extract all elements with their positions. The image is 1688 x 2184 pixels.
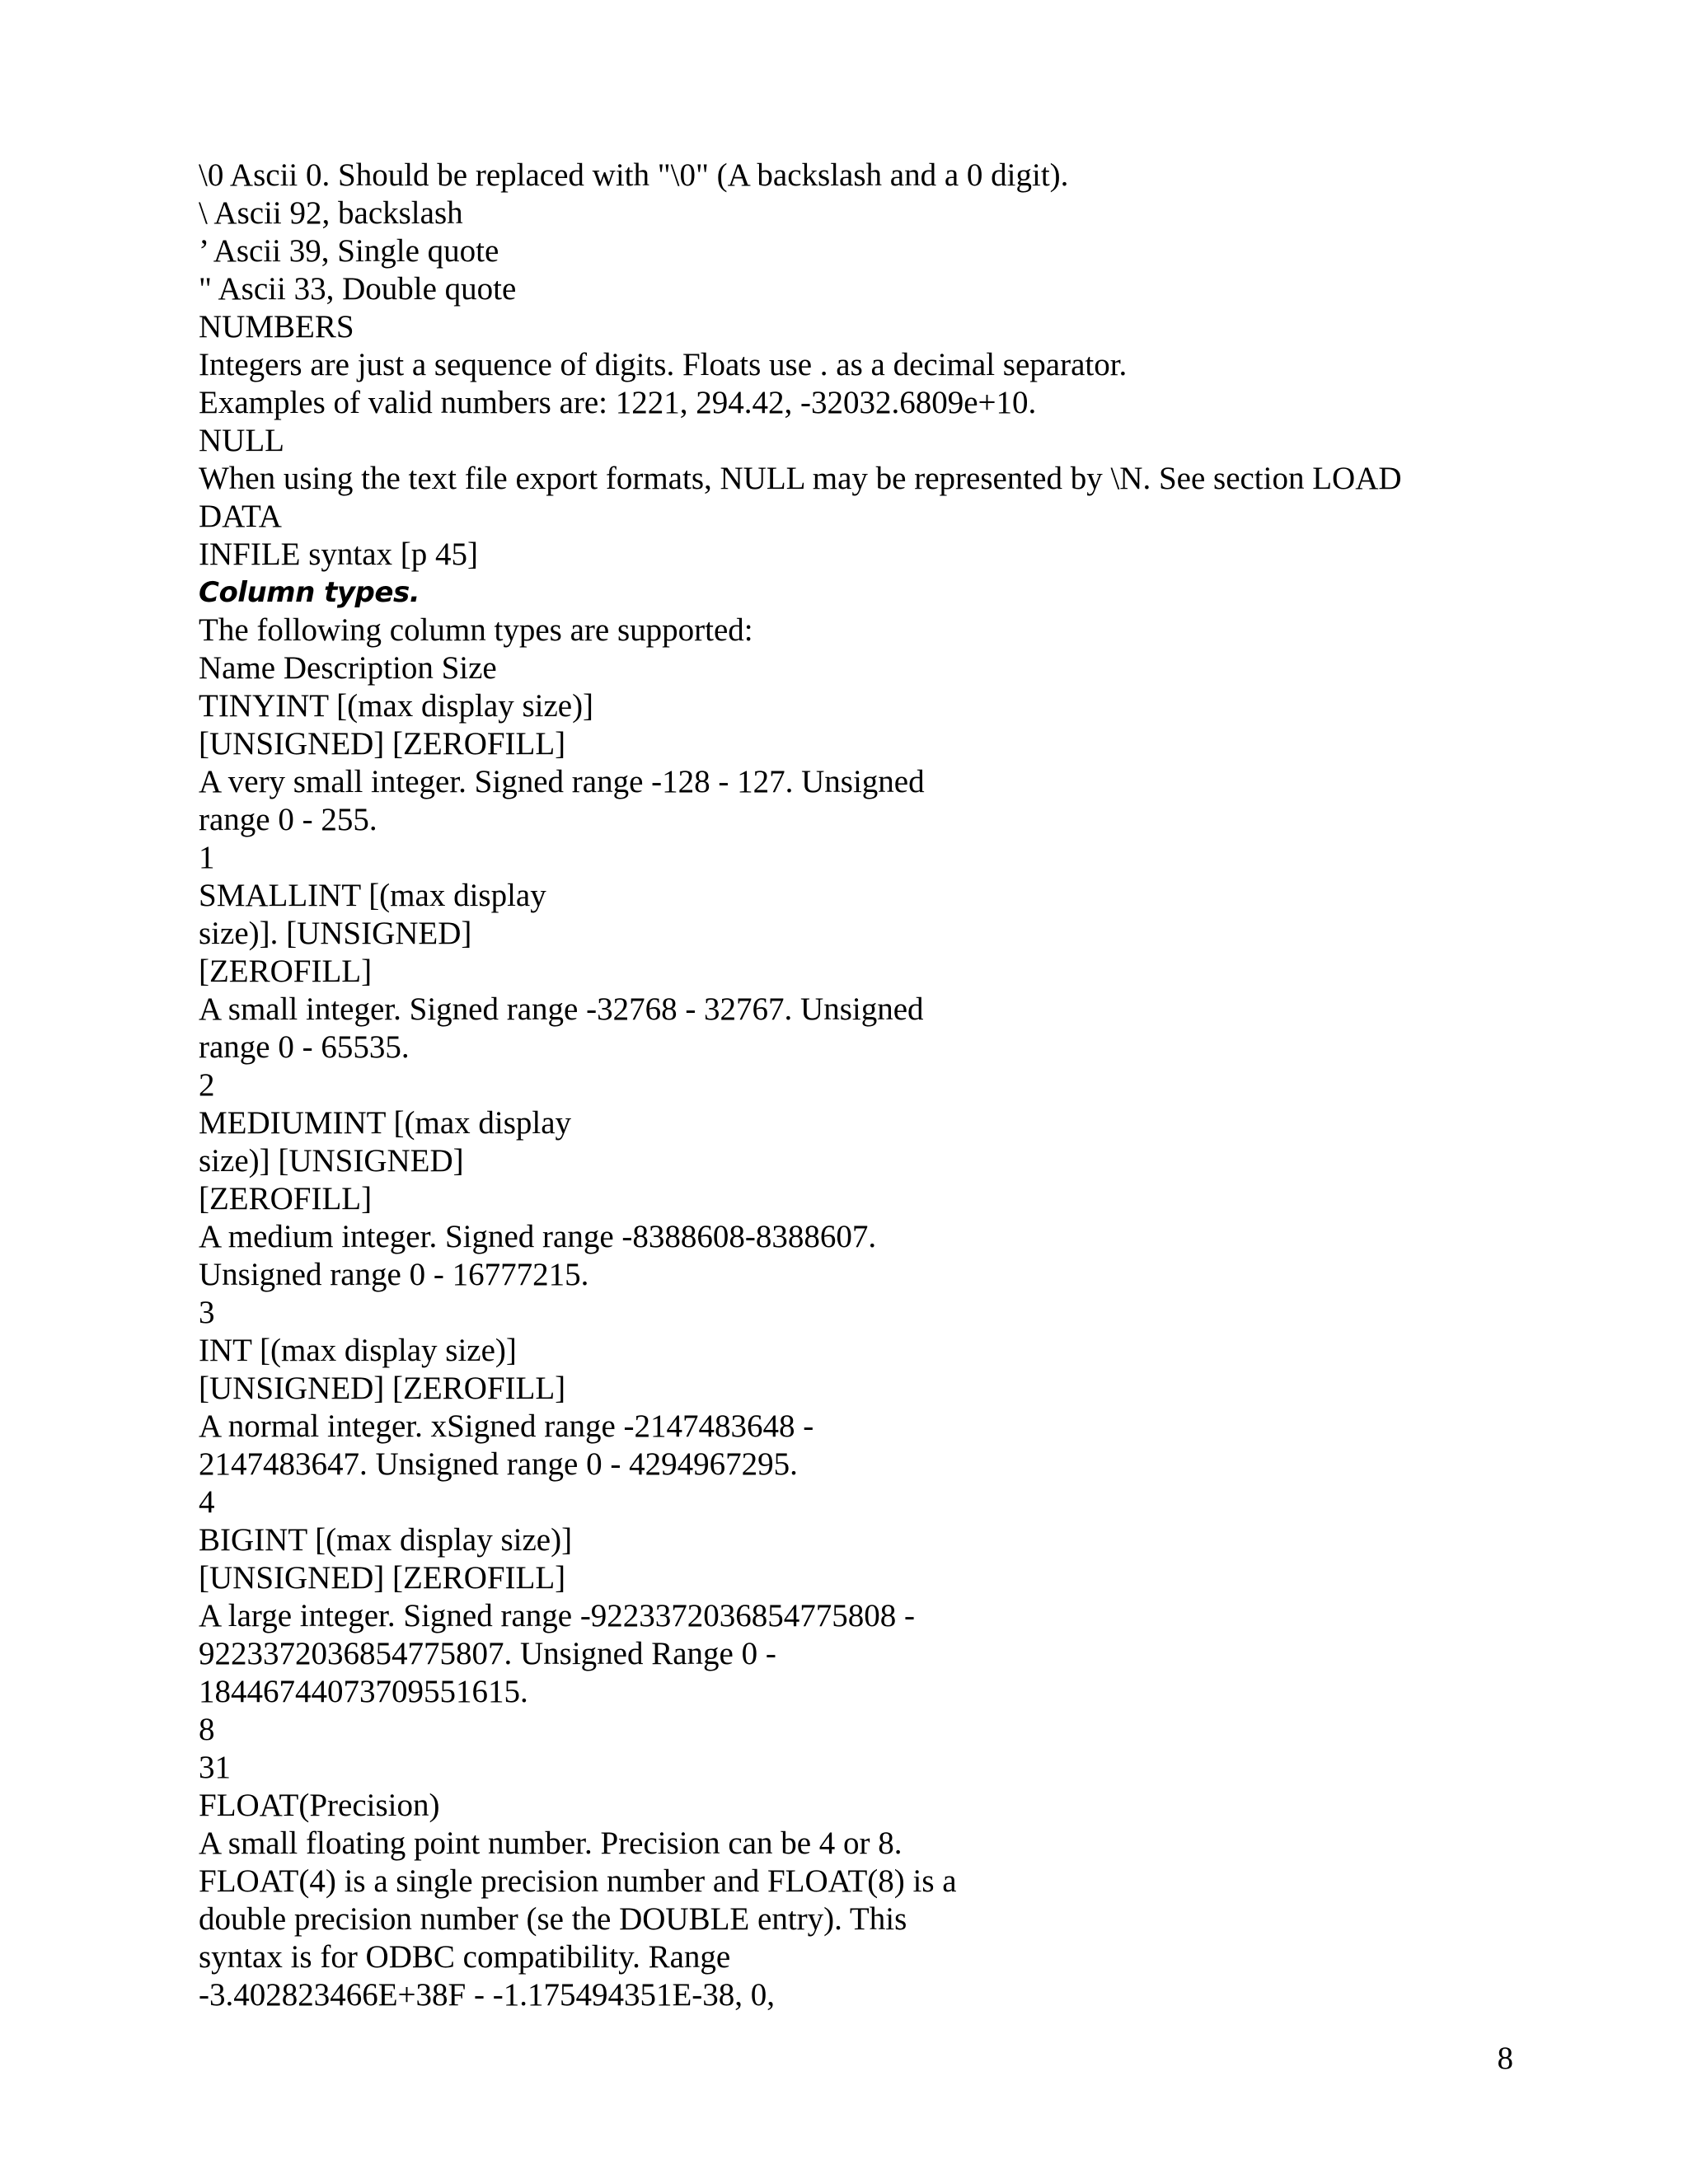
text-line: 31 (199, 1750, 231, 1785)
text-line: Unsigned range 0 - 16777215. (199, 1257, 589, 1292)
text-line: \ Ascii 92, backslash (199, 195, 463, 231)
text-line: 2147483647. Unsigned range 0 - 4294967295. (199, 1446, 798, 1482)
text-line: double precision number (se the DOUBLE entry). This (199, 1901, 907, 1937)
text-line: INFILE syntax [p 45] (199, 537, 479, 572)
text-line: A large integer. Signed range -9223372036854775808 - (199, 1598, 916, 1633)
text-line: Integers are just a sequence of digits. Floats use . as a decimal separator. (199, 347, 1128, 382)
text-line: NULL (199, 423, 284, 458)
text-line: -3.402823466E+38F - -1.175494351E-38, 0, (199, 1977, 776, 2013)
text-line: Name Description Size (199, 650, 497, 686)
text-line: NUMBERS (199, 309, 354, 344)
text-line: The following column types are supported: (199, 612, 753, 648)
text-line: MEDIUMINT [(max display (199, 1105, 572, 1141)
text-line: INT [(max display size)] (199, 1333, 517, 1368)
text-line: [UNSIGNED] [ZEROFILL] (199, 1371, 566, 1406)
text-line: A normal integer. xSigned range -2147483648 - (199, 1408, 814, 1444)
text-line: A very small integer. Signed range -128 - 127. Unsigned (199, 764, 925, 799)
text-line: 18446744073709551615. (199, 1674, 528, 1709)
text-line: SMALLINT [(max display (199, 878, 546, 913)
text-line: [ZEROFILL] (199, 954, 373, 989)
text-line: syntax is for ODBC compatibility. Range (199, 1939, 731, 1975)
text-line: A small floating point number. Precision can be 4 or 8. (199, 1825, 903, 1861)
text-line: 3 (199, 1295, 215, 1330)
text-line: TINYINT [(max display size)] (199, 688, 594, 724)
text-line: A small integer. Signed range -32768 - 32767. Unsigned (199, 991, 924, 1027)
text-line: Examples of valid numbers are: 1221, 294.42, -32032.6809e+10. (199, 385, 1037, 420)
text-line: BIGINT [(max display size)] (199, 1522, 573, 1558)
text-line: 9223372036854775807. Unsigned Range 0 - (199, 1636, 776, 1671)
text-line: FLOAT(Precision) (199, 1788, 440, 1823)
text-line: [ZEROFILL] (199, 1181, 373, 1216)
text-line: " Ascii 33, Double quote (199, 271, 517, 307)
text-line: 2 (199, 1067, 215, 1103)
text-line: A medium integer. Signed range -8388608-8388607. (199, 1219, 877, 1254)
text-line: [UNSIGNED] [ZEROFILL] (199, 726, 566, 762)
text-line: ’ Ascii 39, Single quote (199, 233, 499, 269)
text-line: 4 (199, 1484, 215, 1520)
text-line: When using the text file export formats, NULL may be represented by \N. See section LOAD (199, 461, 1402, 496)
text-line: range 0 - 255. (199, 802, 377, 837)
text-line: [UNSIGNED] [ZEROFILL] (199, 1560, 566, 1596)
text-line: size)]. [UNSIGNED] (199, 916, 472, 951)
text-line: 8 (199, 1712, 215, 1747)
text-line: DATA (199, 499, 282, 534)
text-line: range 0 - 65535. (199, 1029, 410, 1065)
page-number: 8 (1497, 2041, 1513, 2076)
text-line: FLOAT(4) is a single precision number and FLOAT(8) is a (199, 1863, 957, 1899)
page-body (199, 157, 1517, 2014)
section-heading: Column types. (199, 576, 420, 609)
text-line: size)] [UNSIGNED] (199, 1143, 464, 1179)
text-line: \0 Ascii 0. Should be replaced with "\0" (A backslash and a 0 digit). (199, 157, 1069, 193)
text-line: 1 (199, 840, 215, 875)
